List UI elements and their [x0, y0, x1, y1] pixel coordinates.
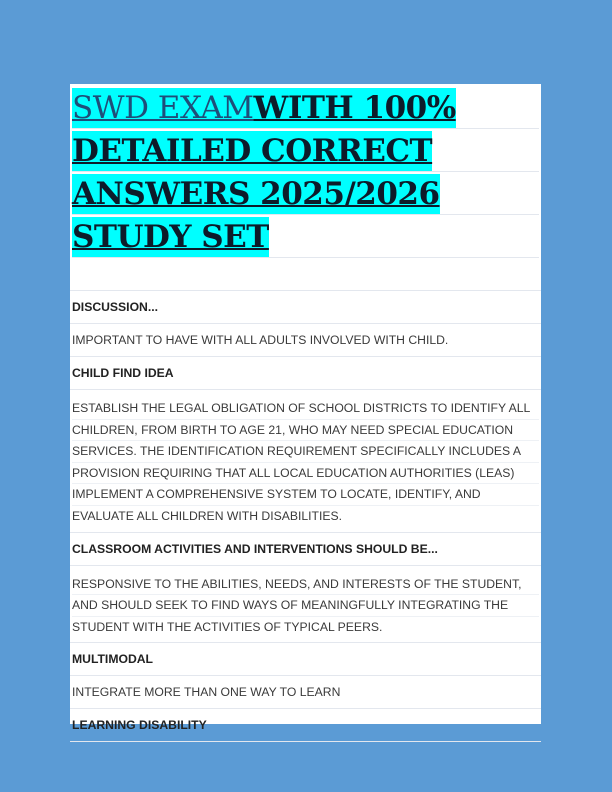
question-row: LEARNING DISABILITY: [70, 709, 541, 742]
title-line-4: [72, 215, 539, 258]
answer-row: IMPORTANT TO HAVE WITH ALL ADULTS INVOLVED WITH CHILD.: [70, 324, 541, 357]
title-highlight: SWD EXAM: [72, 90, 254, 126]
document-page: [70, 84, 541, 733]
question-row: MULTIMODAL: [70, 643, 541, 676]
title-line-1: [72, 86, 539, 129]
question-row: CLASSROOM ACTIVITIES AND INTERVENTIONS SHOULD BE...: [70, 533, 541, 566]
question-row: DISCUSSION...: [70, 291, 541, 324]
title-line-3: [72, 172, 539, 215]
answer-line: IMPLEMENT A COMPREHENSIVE SYSTEM TO LOCATE, IDENTIFY, AND: [72, 484, 539, 506]
answer-line: ESTABLISH THE LEGAL OBLIGATION OF SCHOOL DISTRICTS TO IDENTIFY ALL: [72, 398, 539, 420]
answer-line: EVALUATE ALL CHILDREN WITH DISABILITIES.: [72, 508, 342, 523]
title-line-2-text: DETAILED CORRECT: [72, 133, 433, 169]
spacer: [70, 258, 541, 291]
answer-line: SERVICES. THE IDENTIFICATION REQUIREMENT SPECIFICALLY INCLUDES A: [72, 441, 539, 463]
question-row: CHILD FIND IDEA: [70, 357, 541, 390]
answer-line: RESPONSIVE TO THE ABILITIES, NEEDS, AND INTERESTS OF THE STUDENT,: [72, 574, 539, 596]
answer-line: STUDENT WITH THE ACTIVITIES OF TYPICAL PEERS.: [72, 619, 383, 634]
title-line-2: [72, 129, 539, 172]
answer-line: CHILDREN, FROM BIRTH TO AGE 21, WHO MAY NEED SPECIAL EDUCATION: [72, 420, 539, 442]
answer-line: AND SHOULD SEEK TO FIND WAYS OF MEANINGFULLY INTEGRATING THE: [72, 595, 539, 617]
document-title: [70, 84, 541, 258]
title-line-4-text: STUDY SET: [72, 219, 269, 255]
flashcard-list: [70, 291, 541, 742]
answer-row: [70, 566, 541, 644]
title-line-1-rest: WITH 100%: [253, 90, 456, 126]
answer-line: PROVISION REQUIRING THAT ALL LOCAL EDUCATION AUTHORITIES (LEAS): [72, 463, 539, 485]
title-line-3-text: ANSWERS 2025/2026: [72, 176, 440, 212]
answer-row: INTEGRATE MORE THAN ONE WAY TO LEARN: [70, 676, 541, 709]
answer-row: [70, 390, 541, 533]
